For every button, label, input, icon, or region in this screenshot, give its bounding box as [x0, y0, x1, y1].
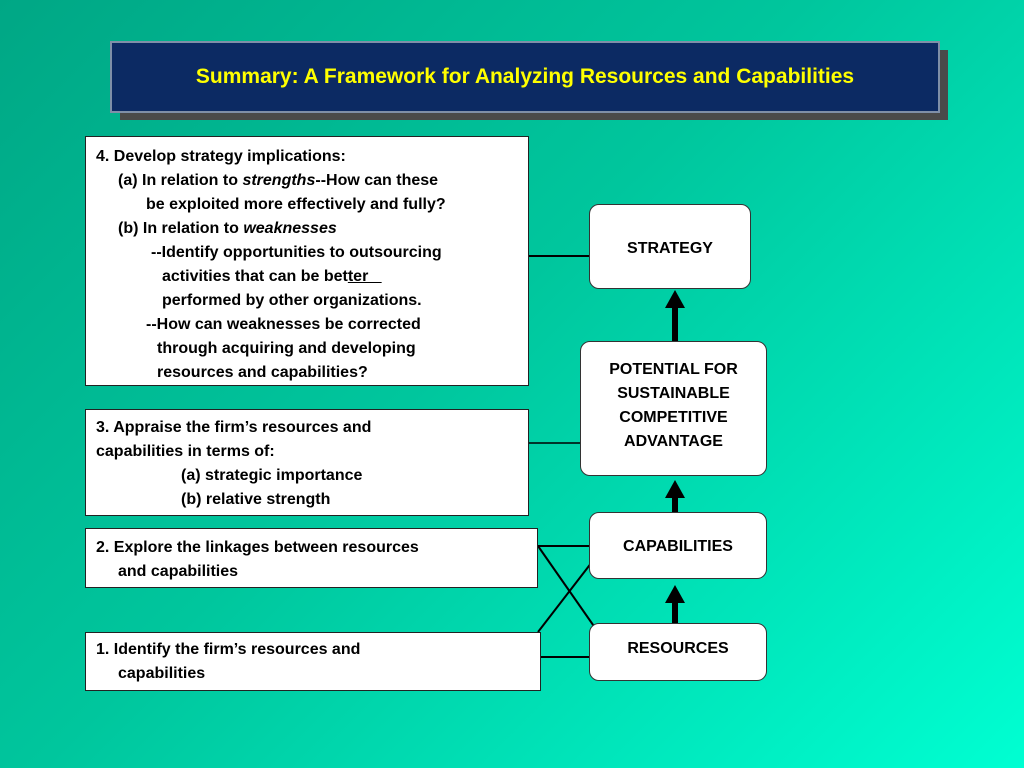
node-potential-line2: SUSTAINABLE [617, 385, 730, 402]
step4-line10: resources and capabilities? [157, 364, 368, 381]
step4-line6-underlined: ter [347, 268, 382, 285]
step4-line9: through acquiring and developing [157, 340, 416, 357]
step4-line4-prefix: (b) In relation to [118, 220, 244, 237]
step3-line2: capabilities in terms of: [96, 443, 275, 460]
step4-line4 [118, 217, 337, 241]
node-resources [589, 623, 767, 681]
step4-line7: performed by other organizations. [162, 292, 422, 309]
step4-line2-suffix: --How can these [315, 172, 439, 189]
step4-line6-prefix: activities that can be bet [162, 268, 348, 285]
step3-line4: (b) relative strength [181, 491, 331, 508]
step2-line1: 2. Explore the linkages between resources [96, 539, 419, 556]
node-potential-line1: POTENTIAL FOR [609, 361, 738, 378]
step4-line8: --How can weaknesses be corrected [146, 316, 421, 333]
node-capabilities-label: CAPABILITIES [623, 538, 733, 555]
node-capabilities [589, 512, 767, 579]
step4-line2 [118, 169, 438, 193]
step3-box [85, 409, 529, 516]
node-strategy [589, 204, 751, 289]
step4-line2-prefix: (a) In relation to [118, 172, 243, 189]
step4-weaknesses: weaknesses [243, 220, 337, 237]
step3-line3: (a) strategic importance [181, 467, 363, 484]
step4-box [85, 136, 529, 386]
arrow-head-resources-capabilities [665, 585, 685, 603]
step1-line1: 1. Identify the firm’s resources and [96, 641, 361, 658]
step4-line3: be exploited more effectively and fully? [146, 196, 446, 213]
step4-line5: --Identify opportunities to outsourcing [151, 244, 442, 261]
step4-line1: 4. Develop strategy implications: [96, 148, 346, 165]
step3-line1: 3. Appraise the firm’s resources and [96, 419, 372, 436]
arrow-head-potential-strategy [665, 290, 685, 308]
node-resources-label: RESOURCES [627, 640, 729, 657]
step1-line2: capabilities [118, 665, 206, 682]
step2-line2: and capabilities [118, 563, 239, 580]
node-potential-line4: ADVANTAGE [624, 433, 723, 450]
node-potential-advantage [580, 341, 767, 476]
slide-title: Summary: A Framework for Analyzing Resources and Capabilities [110, 41, 940, 113]
arrow-head-capabilities-potential [665, 480, 685, 498]
node-strategy-label: STRATEGY [627, 240, 713, 257]
step2-box [85, 528, 538, 588]
step4-line6 [162, 265, 382, 289]
step4-strengths: strengths [242, 172, 316, 189]
connector-cross-up [538, 562, 592, 632]
node-potential-line3: COMPETITIVE [619, 409, 728, 426]
step1-box [85, 632, 541, 691]
